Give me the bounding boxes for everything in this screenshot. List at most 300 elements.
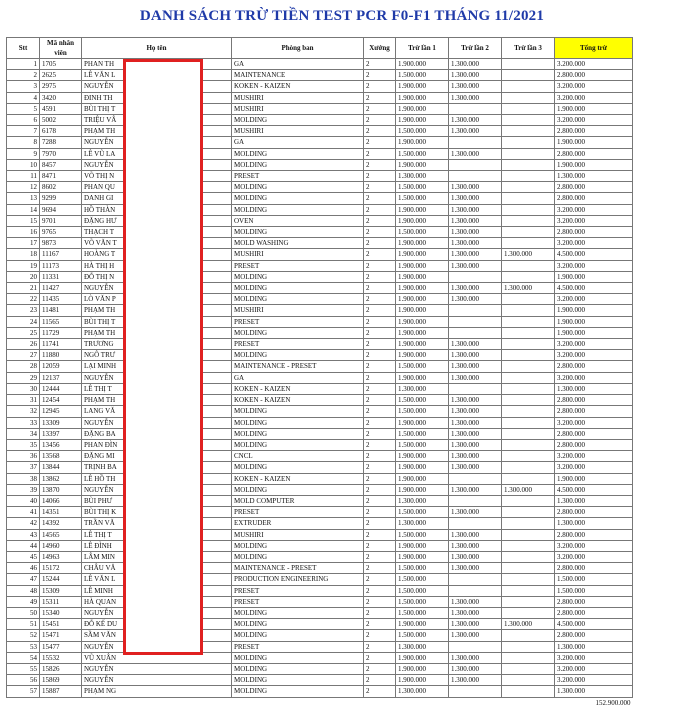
row-deduct-1: 1.500.000 (396, 439, 449, 450)
row-stt: 33 (7, 417, 40, 428)
row-stt: 31 (7, 395, 40, 406)
row-department: PRESET (232, 339, 364, 350)
table-row (7, 619, 633, 630)
row-department: GA (232, 137, 364, 148)
row-deduct-1: 1.900.000 (396, 305, 449, 316)
row-stt: 24 (7, 316, 40, 327)
row-deduct-3 (502, 372, 555, 383)
row-name: BÙI THỊ T (82, 103, 232, 114)
row-deduct-3 (502, 327, 555, 338)
row-workshop: 2 (364, 227, 396, 238)
row-workshop: 2 (364, 126, 396, 137)
row-deduct-2: 1.300.000 (449, 596, 502, 607)
row-name: BÙI THỊ T (82, 316, 232, 327)
row-employee-id: 15532 (40, 652, 82, 663)
row-name: NGUYỄN (82, 137, 232, 148)
row-workshop: 2 (364, 115, 396, 126)
row-deduct-1: 1.900.000 (396, 551, 449, 562)
row-name: NGUYỄN (82, 417, 232, 428)
row-total: 4.500.000 (555, 283, 633, 294)
row-deduct-3 (502, 115, 555, 126)
row-deduct-3 (502, 148, 555, 159)
row-deduct-2: 1.300.000 (449, 249, 502, 260)
row-employee-id: 12454 (40, 395, 82, 406)
row-stt: 54 (7, 652, 40, 663)
row-workshop: 2 (364, 495, 396, 506)
row-deduct-1: 1.500.000 (396, 227, 449, 238)
row-department: MOLDING (232, 283, 364, 294)
row-stt: 37 (7, 462, 40, 473)
row-workshop: 2 (364, 271, 396, 282)
row-employee-id: 11331 (40, 271, 82, 282)
row-workshop: 2 (364, 451, 396, 462)
header-employee-id: Mã nhân viên (40, 38, 82, 59)
row-stt: 21 (7, 283, 40, 294)
row-department: OVEN (232, 215, 364, 226)
row-deduct-3 (502, 316, 555, 327)
table-row (7, 283, 633, 294)
row-total: 1.900.000 (555, 271, 633, 282)
row-deduct-2: 1.300.000 (449, 361, 502, 372)
row-stt: 22 (7, 294, 40, 305)
row-name: TRẦN VĂ (82, 518, 232, 529)
row-stt: 51 (7, 619, 40, 630)
row-deduct-2 (449, 305, 502, 316)
row-total: 3.200.000 (555, 238, 633, 249)
header-deduct-1: Trừ lần 1 (396, 38, 449, 59)
row-department: MOLDING (232, 652, 364, 663)
row-deduct-3 (502, 462, 555, 473)
table-row (7, 417, 633, 428)
row-workshop: 2 (364, 439, 396, 450)
table-row (7, 675, 633, 686)
row-employee-id: 13844 (40, 462, 82, 473)
row-stt: 1 (7, 59, 40, 70)
row-stt: 3 (7, 81, 40, 92)
row-deduct-2: 1.300.000 (449, 663, 502, 674)
row-deduct-1: 1.500.000 (396, 126, 449, 137)
row-total: 2.800.000 (555, 507, 633, 518)
row-deduct-3 (502, 294, 555, 305)
row-deduct-3 (502, 193, 555, 204)
row-department: MAINTENANCE (232, 70, 364, 81)
row-workshop: 2 (364, 585, 396, 596)
row-deduct-1: 1.500.000 (396, 529, 449, 540)
row-total: 1.900.000 (555, 473, 633, 484)
row-name: HÀ QUAN (82, 596, 232, 607)
row-workshop: 2 (364, 182, 396, 193)
row-employee-id: 15172 (40, 563, 82, 574)
row-deduct-1: 1.900.000 (396, 260, 449, 271)
row-stt: 13 (7, 193, 40, 204)
row-department: PRESET (232, 507, 364, 518)
row-deduct-2: 1.300.000 (449, 193, 502, 204)
row-deduct-3 (502, 350, 555, 361)
row-name: ĐỖ THỊ N (82, 271, 232, 282)
row-deduct-3 (502, 473, 555, 484)
row-employee-id: 9765 (40, 227, 82, 238)
row-name: NGÔ TRƯ (82, 350, 232, 361)
row-employee-id: 11173 (40, 260, 82, 271)
row-department: MAINTENANCE - PRESET (232, 361, 364, 372)
row-deduct-2: 1.300.000 (449, 70, 502, 81)
row-department: MUSHIRI (232, 126, 364, 137)
row-stt: 6 (7, 115, 40, 126)
row-deduct-2 (449, 574, 502, 585)
row-total: 2.800.000 (555, 630, 633, 641)
row-total: 1.900.000 (555, 316, 633, 327)
row-employee-id: 11167 (40, 249, 82, 260)
row-stt: 27 (7, 350, 40, 361)
row-name: LÊ THỊ T (82, 529, 232, 540)
row-stt: 34 (7, 428, 40, 439)
row-stt: 25 (7, 327, 40, 338)
row-total: 3.200.000 (555, 675, 633, 686)
row-workshop: 2 (364, 215, 396, 226)
row-total: 3.200.000 (555, 339, 633, 350)
row-total: 4.500.000 (555, 619, 633, 630)
row-total: 3.200.000 (555, 204, 633, 215)
row-workshop: 2 (364, 249, 396, 260)
row-workshop: 2 (364, 339, 396, 350)
table-row (7, 641, 633, 652)
table-row (7, 462, 633, 473)
row-department: MUSHIRI (232, 249, 364, 260)
row-deduct-3 (502, 417, 555, 428)
table-row (7, 663, 633, 674)
row-stt: 16 (7, 227, 40, 238)
row-deduct-2 (449, 518, 502, 529)
row-department: MOLDING (232, 327, 364, 338)
row-workshop: 2 (364, 103, 396, 114)
row-total: 3.200.000 (555, 663, 633, 674)
row-deduct-2 (449, 585, 502, 596)
row-employee-id: 5002 (40, 115, 82, 126)
row-deduct-1: 1.300.000 (396, 383, 449, 394)
row-total: 1.900.000 (555, 305, 633, 316)
row-employee-id: 11880 (40, 350, 82, 361)
row-deduct-2 (449, 383, 502, 394)
row-department: MOLDING (232, 484, 364, 495)
row-deduct-1: 1.900.000 (396, 652, 449, 663)
table-row (7, 103, 633, 114)
row-workshop: 2 (364, 159, 396, 170)
header-stt: Stt (7, 38, 40, 59)
row-total: 3.200.000 (555, 372, 633, 383)
row-name: LÂM MIN (82, 551, 232, 562)
row-name: PHẠM NG (82, 686, 232, 697)
row-total: 3.200.000 (555, 451, 633, 462)
row-deduct-2: 1.300.000 (449, 484, 502, 495)
row-total: 3.200.000 (555, 551, 633, 562)
row-deduct-2: 1.300.000 (449, 675, 502, 686)
deduction-table (6, 37, 633, 708)
row-stt: 49 (7, 596, 40, 607)
row-workshop: 2 (364, 238, 396, 249)
row-deduct-2: 1.300.000 (449, 529, 502, 540)
row-stt: 48 (7, 585, 40, 596)
row-workshop: 2 (364, 260, 396, 271)
table-row (7, 316, 633, 327)
grand-total-value: 152.900.000 (595, 698, 631, 707)
row-department: KOKEN - KAIZEN (232, 395, 364, 406)
row-stt: 36 (7, 451, 40, 462)
row-deduct-1: 1.500.000 (396, 182, 449, 193)
row-deduct-2 (449, 495, 502, 506)
row-name: NGUYỄN (82, 159, 232, 170)
row-employee-id: 15471 (40, 630, 82, 641)
row-employee-id: 14066 (40, 495, 82, 506)
row-department: MOLDING (232, 439, 364, 450)
row-department: PRESET (232, 171, 364, 182)
row-department: PRODUCTION ENGINEERING (232, 574, 364, 585)
row-employee-id: 13456 (40, 439, 82, 450)
row-stt: 19 (7, 260, 40, 271)
row-name: NGUYỄN (82, 607, 232, 618)
row-deduct-3 (502, 92, 555, 103)
table-row (7, 260, 633, 271)
table-row (7, 249, 633, 260)
row-total: 3.200.000 (555, 294, 633, 305)
table-row (7, 518, 633, 529)
row-workshop: 2 (364, 406, 396, 417)
row-employee-id: 15309 (40, 585, 82, 596)
row-stt: 5 (7, 103, 40, 114)
row-department: MOLDING (232, 271, 364, 282)
row-workshop: 2 (364, 484, 396, 495)
table-body (7, 59, 633, 698)
row-deduct-2: 1.300.000 (449, 607, 502, 618)
row-deduct-3 (502, 59, 555, 70)
header-department: Phòng ban (232, 38, 364, 59)
row-department: MOLDING (232, 630, 364, 641)
row-workshop: 2 (364, 372, 396, 383)
table-row (7, 529, 633, 540)
row-employee-id: 11481 (40, 305, 82, 316)
row-workshop: 2 (364, 607, 396, 618)
row-employee-id: 3420 (40, 92, 82, 103)
row-stt: 44 (7, 540, 40, 551)
row-deduct-1: 1.900.000 (396, 81, 449, 92)
row-department: MOLDING (232, 350, 364, 361)
header-total: Tổng trừ (555, 38, 633, 59)
row-employee-id: 8602 (40, 182, 82, 193)
row-employee-id: 13568 (40, 451, 82, 462)
row-deduct-2: 1.300.000 (449, 260, 502, 271)
row-department: PRESET (232, 596, 364, 607)
row-deduct-1: 1.500.000 (396, 395, 449, 406)
row-deduct-3 (502, 171, 555, 182)
row-name: LÊ VĂN L (82, 574, 232, 585)
row-stt: 20 (7, 271, 40, 282)
row-name: CHÂU VĂ (82, 563, 232, 574)
table-row (7, 361, 633, 372)
row-deduct-1: 1.900.000 (396, 350, 449, 361)
row-workshop: 2 (364, 619, 396, 630)
table-row (7, 126, 633, 137)
row-deduct-2: 1.300.000 (449, 451, 502, 462)
table-row (7, 238, 633, 249)
table-row (7, 92, 633, 103)
row-deduct-3 (502, 383, 555, 394)
row-stt: 11 (7, 171, 40, 182)
row-department: PRESET (232, 316, 364, 327)
row-total: 3.200.000 (555, 59, 633, 70)
row-deduct-1: 1.900.000 (396, 462, 449, 473)
row-employee-id: 14351 (40, 507, 82, 518)
row-name: PHẠM TH (82, 327, 232, 338)
row-total: 2.800.000 (555, 361, 633, 372)
row-deduct-3 (502, 238, 555, 249)
row-deduct-3 (502, 540, 555, 551)
row-workshop: 2 (364, 529, 396, 540)
row-name: NGUYỄN (82, 484, 232, 495)
row-total: 3.200.000 (555, 652, 633, 663)
row-deduct-1: 1.900.000 (396, 473, 449, 484)
table-row (7, 585, 633, 596)
row-workshop: 2 (364, 383, 396, 394)
row-department: MOLDING (232, 462, 364, 473)
row-department: MUSHIRI (232, 103, 364, 114)
row-name: HÀ THỊ H (82, 260, 232, 271)
row-workshop: 2 (364, 417, 396, 428)
row-deduct-1: 1.900.000 (396, 540, 449, 551)
table-row (7, 70, 633, 81)
row-stt: 46 (7, 563, 40, 574)
row-name: VÕ THỊ N (82, 171, 232, 182)
row-name: NGUYỄN (82, 283, 232, 294)
table-row (7, 451, 633, 462)
row-name: LÊ ĐÌNH (82, 540, 232, 551)
table-row (7, 372, 633, 383)
row-workshop: 2 (364, 59, 396, 70)
row-stt: 35 (7, 439, 40, 450)
row-name: NGUYỄN (82, 81, 232, 92)
row-employee-id: 7288 (40, 137, 82, 148)
row-employee-id: 9873 (40, 238, 82, 249)
row-name: LÊ THỊ T (82, 383, 232, 394)
header-deduct-2: Trừ lần 2 (449, 38, 502, 59)
row-deduct-2: 1.300.000 (449, 115, 502, 126)
row-deduct-3 (502, 227, 555, 238)
row-name: NGUYỄN (82, 641, 232, 652)
row-workshop: 2 (364, 551, 396, 562)
row-employee-id: 15244 (40, 574, 82, 585)
row-deduct-2: 1.300.000 (449, 148, 502, 159)
row-department: PRESET (232, 585, 364, 596)
table-row (7, 406, 633, 417)
row-deduct-3 (502, 585, 555, 596)
row-total: 2.800.000 (555, 563, 633, 574)
row-deduct-1: 1.300.000 (396, 518, 449, 529)
row-department: GA (232, 372, 364, 383)
row-deduct-2: 1.300.000 (449, 372, 502, 383)
table-row (7, 148, 633, 159)
row-name: HỒ THÀN (82, 204, 232, 215)
row-department: MOLDING (232, 182, 364, 193)
row-deduct-1: 1.900.000 (396, 663, 449, 674)
row-deduct-2: 1.300.000 (449, 294, 502, 305)
row-deduct-2: 1.300.000 (449, 126, 502, 137)
row-deduct-1: 1.900.000 (396, 417, 449, 428)
row-deduct-2 (449, 641, 502, 652)
redaction-box (123, 59, 203, 655)
row-workshop: 2 (364, 473, 396, 484)
row-workshop: 2 (364, 507, 396, 518)
row-workshop: 2 (364, 294, 396, 305)
row-employee-id: 15477 (40, 641, 82, 652)
row-deduct-3 (502, 439, 555, 450)
row-deduct-2 (449, 316, 502, 327)
row-total: 2.800.000 (555, 439, 633, 450)
row-deduct-2: 1.300.000 (449, 439, 502, 450)
row-deduct-3 (502, 70, 555, 81)
row-deduct-1: 1.900.000 (396, 115, 449, 126)
row-deduct-2: 1.300.000 (449, 92, 502, 103)
row-total: 1.500.000 (555, 574, 633, 585)
row-deduct-1: 1.500.000 (396, 428, 449, 439)
row-employee-id: 9299 (40, 193, 82, 204)
row-deduct-2 (449, 473, 502, 484)
row-workshop: 2 (364, 283, 396, 294)
table-row (7, 652, 633, 663)
row-deduct-3: 1.300.000 (502, 249, 555, 260)
row-employee-id: 15869 (40, 675, 82, 686)
row-total: 3.200.000 (555, 462, 633, 473)
row-deduct-3 (502, 339, 555, 350)
row-deduct-1: 1.900.000 (396, 372, 449, 383)
row-department: PRESET (232, 260, 364, 271)
row-department: KOKEN - KAIZEN (232, 81, 364, 92)
row-name: TRƯƠNG (82, 339, 232, 350)
row-workshop: 2 (364, 428, 396, 439)
row-deduct-3 (502, 395, 555, 406)
row-deduct-2 (449, 159, 502, 170)
row-department: MOLDING (232, 227, 364, 238)
row-deduct-2: 1.300.000 (449, 652, 502, 663)
row-name: LÊ MINH (82, 585, 232, 596)
row-deduct-1: 1.900.000 (396, 249, 449, 260)
row-deduct-2: 1.300.000 (449, 238, 502, 249)
row-employee-id: 11741 (40, 339, 82, 350)
row-deduct-3 (502, 215, 555, 226)
row-deduct-3 (502, 630, 555, 641)
row-deduct-3 (502, 260, 555, 271)
row-deduct-2: 1.300.000 (449, 406, 502, 417)
header-row (7, 38, 633, 59)
row-workshop: 2 (364, 596, 396, 607)
row-stt: 53 (7, 641, 40, 652)
table-row (7, 271, 633, 282)
table-row (7, 59, 633, 70)
row-deduct-3 (502, 81, 555, 92)
row-total: 3.200.000 (555, 417, 633, 428)
row-name: PHẠM TH (82, 395, 232, 406)
row-workshop: 2 (364, 630, 396, 641)
table-row (7, 171, 633, 182)
row-deduct-3 (502, 159, 555, 170)
row-deduct-3 (502, 406, 555, 417)
row-workshop: 2 (364, 675, 396, 686)
row-department: MOLDING (232, 663, 364, 674)
table-row (7, 182, 633, 193)
row-deduct-3 (502, 495, 555, 506)
row-department: MOLDING (232, 193, 364, 204)
row-deduct-1: 1.500.000 (396, 507, 449, 518)
row-stt: 17 (7, 238, 40, 249)
row-deduct-1: 1.900.000 (396, 484, 449, 495)
row-department: KOKEN - KAIZEN (232, 473, 364, 484)
